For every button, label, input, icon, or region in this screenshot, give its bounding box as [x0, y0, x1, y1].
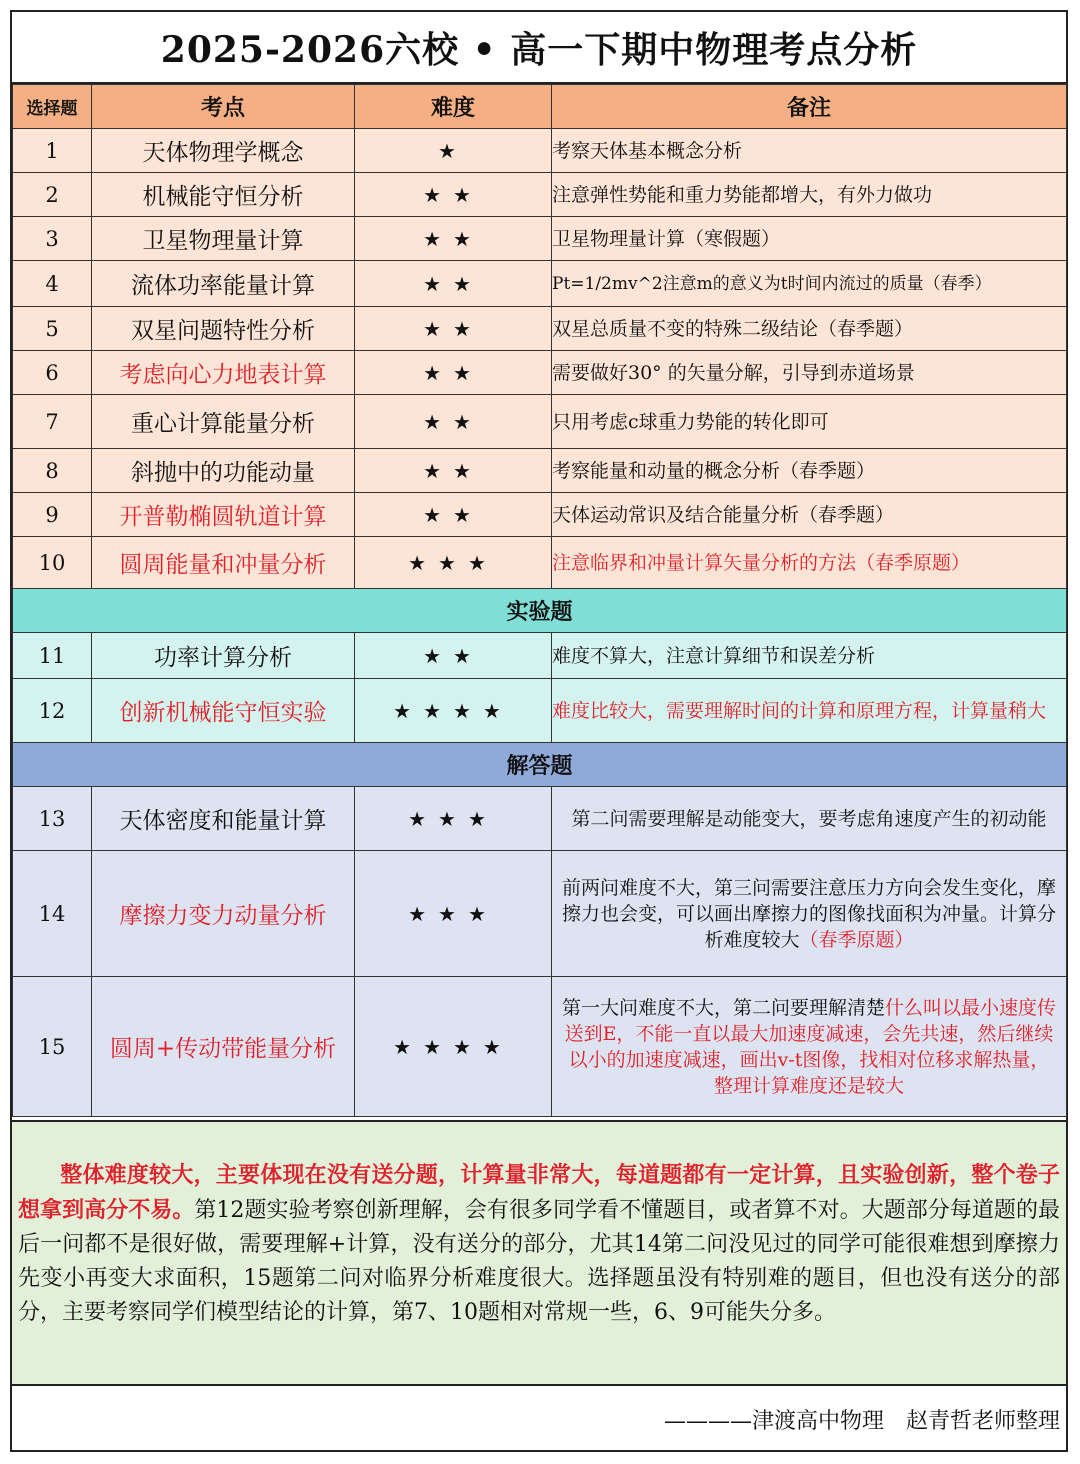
note-cell: 考察能量和动量的概念分析（春季题）: [552, 449, 1067, 493]
section-header-experiment: [13, 589, 1067, 633]
note-text-highlight: （春季原题）: [799, 928, 914, 951]
question-number: 4: [13, 261, 92, 307]
difficulty-stars: ★★★: [355, 537, 552, 589]
difficulty-stars: ★★★★: [355, 977, 552, 1117]
question-number: 3: [13, 217, 92, 261]
note-text: 第一大问难度不大，第二问要理解清楚: [561, 996, 885, 1019]
table-header-row: [13, 85, 1067, 129]
header-notes: 备注: [552, 85, 1067, 129]
topic-cell: 创新机械能守恒实验: [92, 679, 355, 743]
question-number: 15: [13, 977, 92, 1117]
topic-cell: 天体密度和能量计算: [92, 787, 355, 851]
question-number: 13: [13, 787, 92, 851]
difficulty-stars: ★★: [355, 633, 552, 679]
footer-credit: ————津渡高中物理 赵青哲老师整理: [663, 1409, 1060, 1434]
question-number: 11: [13, 633, 92, 679]
section-header-answer: [13, 743, 1067, 787]
question-number: 10: [13, 537, 92, 589]
note-cell: 注意弹性势能和重力势能都增大，有外力做功: [552, 173, 1067, 217]
difficulty-stars: ★★: [355, 217, 552, 261]
note-text: 前两问难度不大，第三问需要注意压力方向会发生变化，摩擦力也会变，可以画出摩擦力的图像找面积为冲量。计算分析难度较大: [561, 876, 1056, 951]
table-row: [13, 977, 1067, 1117]
section-title: 解答题: [13, 743, 1067, 787]
summary-highlight: 整体难度较大，主要体现在没有送分题，计算量非常大，每道题都有一定计算，且实验创新，整个卷子想拿到高分不易。: [18, 1162, 1060, 1223]
note-cell: 考察天体基本概念分析: [552, 129, 1067, 173]
question-number: 14: [13, 851, 92, 977]
topic-cell: 双星问题特性分析: [92, 307, 355, 351]
table-row: [13, 679, 1067, 743]
topic-cell: 机械能守恒分析: [92, 173, 355, 217]
table-row: [13, 493, 1067, 537]
analysis-sheet: [10, 10, 1068, 1452]
difficulty-stars: ★★: [355, 261, 552, 307]
table-row: [13, 351, 1067, 395]
header-question-type: 选择题: [13, 85, 92, 129]
topic-cell: 开普勒椭圆轨道计算: [92, 493, 355, 537]
topic-cell: 天体物理学概念: [92, 129, 355, 173]
table-row: [13, 307, 1067, 351]
table-row: [13, 633, 1067, 679]
difficulty-stars: ★★: [355, 395, 552, 449]
table-row: [13, 395, 1067, 449]
question-number: 8: [13, 449, 92, 493]
analysis-table: [12, 84, 1067, 1117]
header-topic: 考点: [92, 85, 355, 129]
difficulty-stars: ★★★: [355, 851, 552, 977]
topic-cell: 圆周+传动带能量分析: [92, 977, 355, 1117]
note-cell: 天体运动常识及结合能量分析（春季题）: [552, 493, 1067, 537]
table-row: [13, 787, 1067, 851]
table-row: [13, 129, 1067, 173]
topic-cell: 摩擦力变力动量分析: [92, 851, 355, 977]
question-number: 7: [13, 395, 92, 449]
table-row: [13, 851, 1067, 977]
topic-cell: 流体功率能量计算: [92, 261, 355, 307]
question-number: 5: [13, 307, 92, 351]
question-number: 9: [13, 493, 92, 537]
difficulty-stars: ★★: [355, 449, 552, 493]
question-number: 12: [13, 679, 92, 743]
section-title: 实验题: [13, 589, 1067, 633]
table-row: [13, 449, 1067, 493]
note-cell: 注意临界和冲量计算矢量分析的方法（春季原题）: [552, 537, 1067, 589]
difficulty-stars: ★★: [355, 173, 552, 217]
note-cell: 只用考虑c球重力势能的转化即可: [552, 395, 1067, 449]
topic-cell: 圆周能量和冲量分析: [92, 537, 355, 589]
difficulty-stars: ★★★: [355, 787, 552, 851]
topic-cell: 卫星物理量计算: [92, 217, 355, 261]
topic-cell: 功率计算分析: [92, 633, 355, 679]
note-cell: Pt=1/2mv^2注意m的意义为t时间内流过的质量（春季）: [552, 261, 1067, 307]
table-row: [13, 537, 1067, 589]
question-number: 1: [13, 129, 92, 173]
difficulty-stars: ★★★★: [355, 679, 552, 743]
table-row: [13, 217, 1067, 261]
difficulty-stars: ★★: [355, 493, 552, 537]
note-cell: 需要做好30° 的矢量分解，引导到赤道场景: [552, 351, 1067, 395]
note-cell: 难度比较大，需要理解时间的计算和原理方程，计算量稍大: [552, 679, 1067, 743]
note-text-highlight: 什么叫以最小速度传送到E，不能一直以最大加速度减速，会先共速，然后继续以小的加速度减速，画出v-t图像，找相对位移求解热量，整理计算难度还是较大: [564, 996, 1057, 1097]
summary-text: 第12题实验考察创新理解，会有很多同学看不懂题目，或者算不对。大题部分每道题的最后一问都不是很好做，需要理解+计算，没有送分的部分，尤其14第二问没见过的同学可能很难想到摩擦力先变小再变大求面积，15题第二问对临界分析难度很大。选择题虽没有特别难的题目，但也没有送分的部分，主要考察同学们模型结论的计算，第7、10题相对常规一些，6、9可能失分多。: [18, 1198, 1060, 1325]
header-difficulty: 难度: [355, 85, 552, 129]
page-title: 2025-2026六校 • 高一下期中物理考点分析: [12, 12, 1066, 84]
note-cell: [552, 977, 1067, 1117]
difficulty-stars: ★★: [355, 307, 552, 351]
table-row: [13, 173, 1067, 217]
note-cell: [552, 851, 1067, 977]
topic-cell: 重心计算能量分析: [92, 395, 355, 449]
table-row: [13, 261, 1067, 307]
topic-cell: 斜抛中的功能动量: [92, 449, 355, 493]
note-cell: 第二问需要理解是动能变大，要考虑角速度产生的初动能: [552, 787, 1067, 851]
note-cell: 双星总质量不变的特殊二级结论（春季题）: [552, 307, 1067, 351]
question-number: 2: [13, 173, 92, 217]
summary-box: [12, 1120, 1066, 1386]
difficulty-stars: ★★: [355, 351, 552, 395]
question-number: 6: [13, 351, 92, 395]
difficulty-stars: ★: [355, 129, 552, 173]
note-cell: 卫星物理量计算（寒假题）: [552, 217, 1067, 261]
topic-cell: 考虑向心力地表计算: [92, 351, 355, 395]
note-cell: 难度不算大，注意计算细节和误差分析: [552, 633, 1067, 679]
